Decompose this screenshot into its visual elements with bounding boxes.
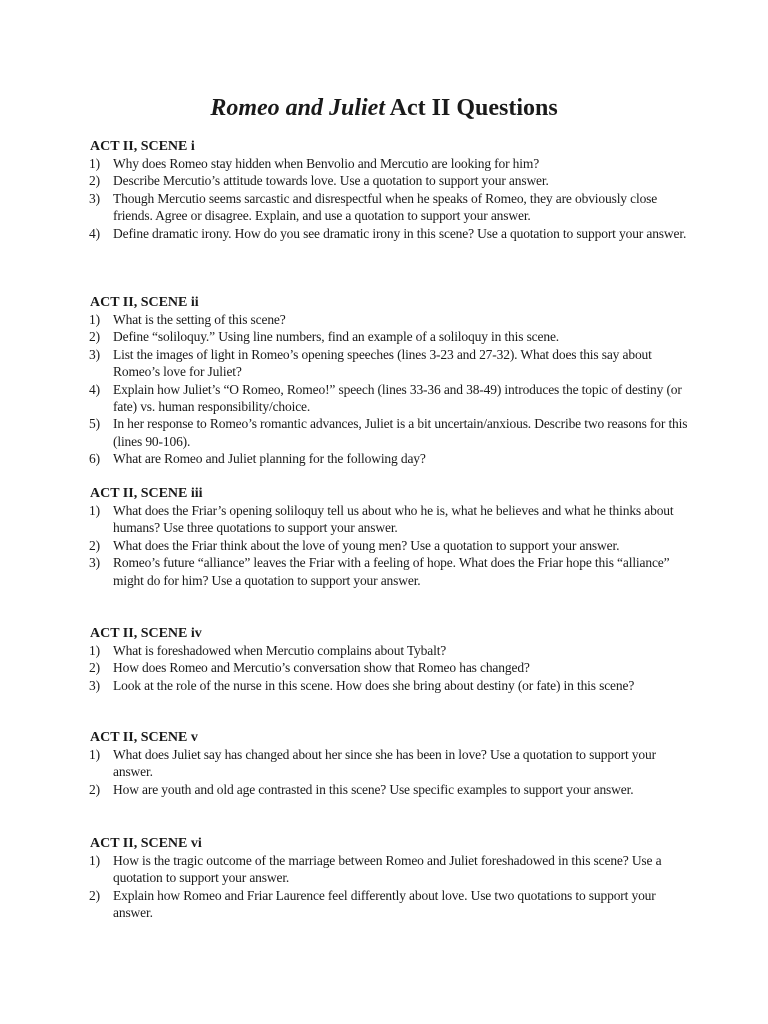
question-list xyxy=(89,852,689,922)
question-item xyxy=(89,537,689,554)
question-text: Explain how Romeo and Friar Laurence feel differently about love. Use two quotations to support your answer. xyxy=(113,887,656,921)
question-item xyxy=(89,677,689,694)
question-number: 1) xyxy=(89,853,100,868)
question-text: Define dramatic irony. How do you see dramatic irony in this scene? Use a quotation to support your answer. xyxy=(113,225,687,241)
section-heading: ACT II, SCENE vi xyxy=(90,836,202,851)
section-heading: ACT II, SCENE ii xyxy=(90,295,199,310)
question-number: 3) xyxy=(89,677,100,693)
question-item xyxy=(89,642,689,659)
question-item xyxy=(89,346,689,381)
question-item xyxy=(89,155,689,172)
question-item xyxy=(89,659,689,676)
question-text: Explain how Juliet’s “O Romeo, Romeo!” speech (lines 33-36 and 38-49) introduces the topic of destiny (or fate) vs. human responsibility/choice. xyxy=(113,381,682,415)
question-item xyxy=(89,381,689,416)
title-suffix: Act II Questions xyxy=(385,95,558,121)
question-text: What is foreshadowed when Mercutio complains about Tybalt? xyxy=(113,643,447,658)
question-text: How does Romeo and Mercutio’s conversation show that Romeo has changed? xyxy=(113,660,530,676)
question-text: What is the setting of this scene? xyxy=(113,312,286,327)
question-item xyxy=(89,450,689,467)
question-list xyxy=(89,311,689,468)
page-title xyxy=(0,94,768,122)
question-number: 2) xyxy=(89,537,100,553)
section-scene-i xyxy=(89,138,689,242)
question-number: 2) xyxy=(89,660,100,676)
question-item xyxy=(89,746,689,781)
question-number: 1) xyxy=(89,156,100,171)
question-text: Look at the role of the nurse in this scene. How does she bring about destiny (or fate) in this scene? xyxy=(113,677,635,693)
question-text: What does the Friar think about the love of young men? Use a quotation to support your answer. xyxy=(113,537,620,553)
question-item xyxy=(89,502,689,537)
section-heading: ACT II, SCENE iv xyxy=(90,626,202,641)
question-number: 3) xyxy=(89,555,100,571)
question-text: In her response to Romeo’s romantic advances, Juliet is a bit uncertain/anxious. Describe two reasons for this (lines 90-106). xyxy=(113,416,688,449)
question-item xyxy=(89,852,689,887)
section-scene-vi xyxy=(89,835,689,922)
question-number: 2) xyxy=(89,173,100,189)
question-text: Define “soliloquy.” Using line numbers, find an example of a soliloquy in this scene. xyxy=(113,329,560,345)
question-number: 6) xyxy=(89,451,100,467)
question-number: 1) xyxy=(89,747,100,762)
question-text: Why does Romeo stay hidden when Benvolio and Mercutio are looking for him? xyxy=(113,156,540,171)
section-scene-ii xyxy=(89,294,689,468)
question-item xyxy=(89,781,689,798)
question-number: 2) xyxy=(89,781,100,797)
section-heading: ACT II, SCENE i xyxy=(90,139,195,154)
question-item xyxy=(89,554,689,589)
question-text: Though Mercutio seems sarcastic and disrespectful when he speaks of Romeo, they are obviously close friends. Agree or disagree. Explain, and use a quotation to support your answer. xyxy=(113,190,658,224)
section-scene-iv xyxy=(89,625,689,694)
question-number: 1) xyxy=(89,503,100,518)
title-play-name: Romeo and Juliet xyxy=(210,95,385,121)
question-text: How are youth and old age contrasted in this scene? Use specific examples to support your answer. xyxy=(113,781,634,797)
question-number: 3) xyxy=(89,346,100,362)
question-item xyxy=(89,328,689,345)
question-number: 1) xyxy=(89,643,100,658)
question-text: Describe Mercutio’s attitude towards love. Use a quotation to support your answer. xyxy=(113,173,549,189)
question-number: 3) xyxy=(89,190,100,206)
section-heading: ACT II, SCENE v xyxy=(90,730,198,745)
question-number: 4) xyxy=(89,225,100,241)
question-item xyxy=(89,190,689,225)
section-heading: ACT II, SCENE iii xyxy=(90,486,203,501)
question-number: 4) xyxy=(89,381,100,397)
question-item xyxy=(89,172,689,189)
section-scene-v xyxy=(89,729,689,798)
question-number: 1) xyxy=(89,312,100,327)
question-text: Romeo’s future “alliance” leaves the Friar with a feeling of hope. What does the Friar hope this “alliance” might do for him? Use a quotation to support your answer. xyxy=(113,555,670,588)
question-number: 2) xyxy=(89,329,100,345)
question-text: List the images of light in Romeo’s opening speeches (lines 3-23 and 27-32). What does this say about Romeo’s love for Juliet? xyxy=(113,346,652,380)
question-list xyxy=(89,155,689,242)
question-number: 5) xyxy=(89,416,100,432)
question-item xyxy=(89,415,689,450)
question-text: How is the tragic outcome of the marriage between Romeo and Juliet foreshadowed in this scene? Use a quotation to support your answer. xyxy=(113,853,662,886)
question-text: What are Romeo and Juliet planning for the following day? xyxy=(113,451,426,467)
question-list xyxy=(89,502,689,589)
question-item xyxy=(89,225,689,242)
question-number: 2) xyxy=(89,887,100,903)
question-text: What does Juliet say has changed about her since she has been in love? Use a quotation to support your answer. xyxy=(113,747,656,780)
question-text: What does the Friar’s opening soliloquy tell us about who he is, what he believes and what he thinks about humans? Use three quotations to support your answer. xyxy=(113,503,674,536)
section-scene-iii xyxy=(89,485,689,589)
question-item xyxy=(89,311,689,328)
question-list xyxy=(89,746,689,798)
question-item xyxy=(89,887,689,922)
question-list xyxy=(89,642,689,694)
